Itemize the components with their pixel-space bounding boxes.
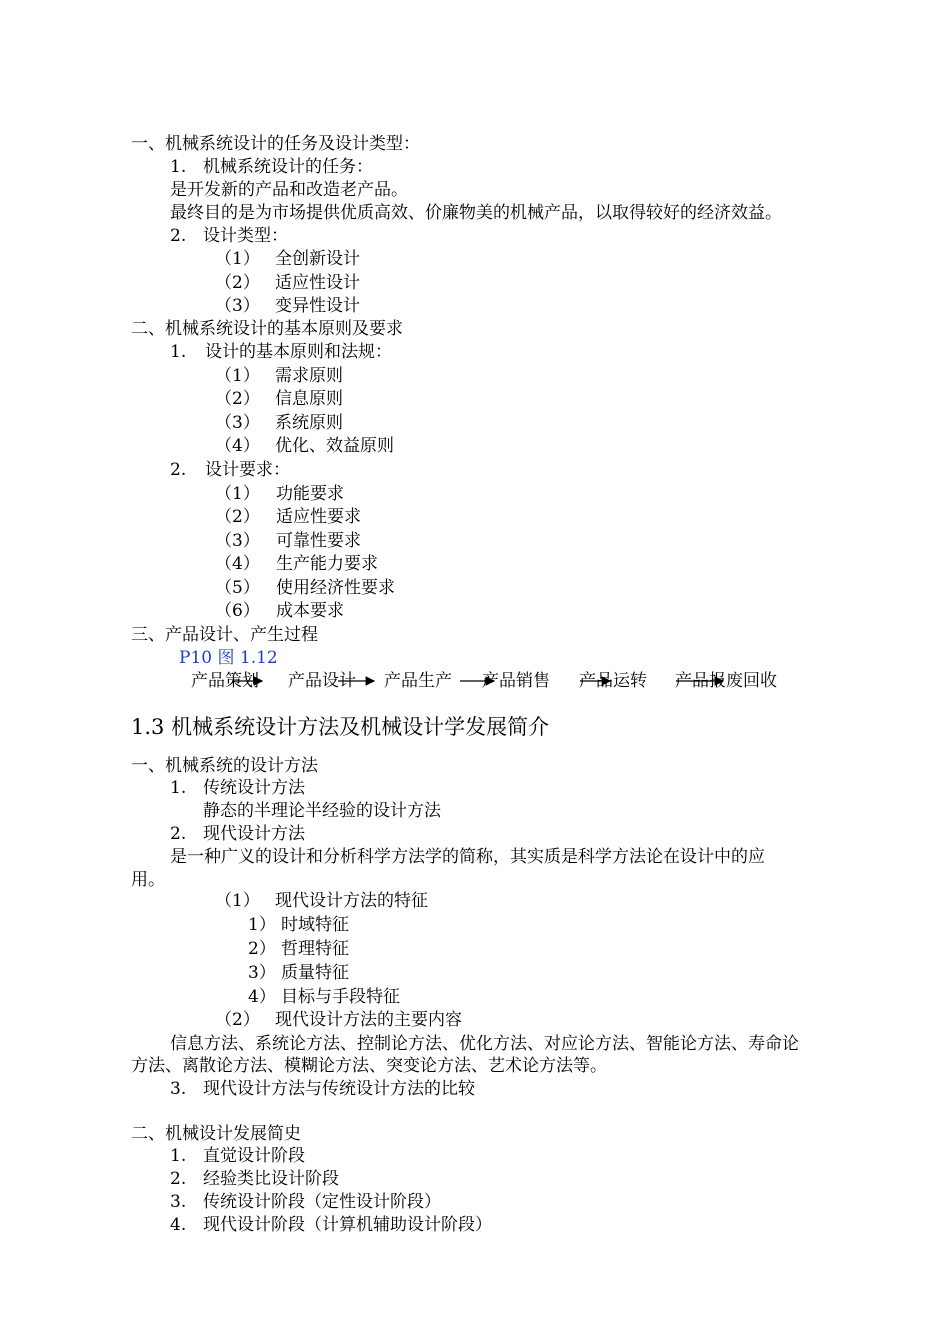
list-item: 经验类比设计阶段 bbox=[203, 1169, 339, 1189]
list-number: （3） bbox=[215, 296, 260, 316]
list-number: （1） bbox=[215, 891, 260, 911]
chapter-title: 1.3 机械系统设计方法及机械设计学发展简介 bbox=[131, 715, 550, 739]
paragraph: 静态的半理论半经验的设计方法 bbox=[203, 801, 441, 821]
list-number: 1. bbox=[170, 157, 187, 177]
list-item: 可靠性要求 bbox=[276, 531, 361, 551]
section-heading-2: 二、机械系统设计的基本原则及要求 bbox=[131, 319, 403, 339]
paragraph: 最终目的是为市场提供优质高效、价廉物美的机械产品，以取得较好的经济效益。 bbox=[170, 203, 782, 223]
list-item: 适应性要求 bbox=[276, 507, 361, 527]
list-number: 1. bbox=[170, 1146, 187, 1166]
list-number: 1） bbox=[248, 915, 276, 935]
list-number: 2） bbox=[248, 939, 276, 959]
flow-step-recycling: 产品报废回收 bbox=[675, 671, 777, 691]
list-number: （4） bbox=[215, 436, 260, 456]
list-number: 4） bbox=[248, 987, 276, 1007]
subheading-content: 现代设计方法的主要内容 bbox=[275, 1010, 462, 1030]
list-item: 时域特征 bbox=[281, 915, 349, 935]
list-item: 现代设计阶段（计算机辅助设计阶段） bbox=[203, 1215, 492, 1235]
list-number: （4） bbox=[215, 554, 260, 574]
list-item: 系统原则 bbox=[275, 413, 343, 433]
list-number: 1. bbox=[170, 778, 187, 798]
list-item: 质量特征 bbox=[281, 963, 349, 983]
section-heading-1: 一、机械系统设计的任务及设计类型： bbox=[131, 134, 420, 154]
list-number: （6） bbox=[215, 601, 260, 621]
paragraph: 是一种广义的设计和分析科学方法学的简称，其实质是科学方法论在设计中的应 bbox=[170, 847, 765, 867]
list-number: （1） bbox=[215, 366, 260, 386]
list-number: 3） bbox=[248, 963, 276, 983]
list-item: 变异性设计 bbox=[275, 296, 360, 316]
list-item: 适应性设计 bbox=[275, 273, 360, 293]
list-item: 生产能力要求 bbox=[276, 554, 378, 574]
list-number: 3. bbox=[170, 1192, 187, 1212]
list-number: （1） bbox=[215, 249, 260, 269]
paragraph: 用。 bbox=[131, 870, 165, 890]
list-number: （2） bbox=[215, 273, 260, 293]
subheading-requirements: 设计要求： bbox=[205, 460, 290, 480]
list-number: （3） bbox=[215, 413, 260, 433]
subheading-features: 现代设计方法的特征 bbox=[275, 891, 428, 911]
list-number: 3. bbox=[170, 1079, 187, 1099]
section-heading-history: 二、机械设计发展简史 bbox=[131, 1124, 301, 1144]
list-number: （2） bbox=[215, 1010, 260, 1030]
flow-step-production: 产品生产 bbox=[384, 671, 452, 691]
list-item: 需求原则 bbox=[275, 366, 343, 386]
subheading-comparison: 现代设计方法与传统设计方法的比较 bbox=[203, 1079, 475, 1099]
list-number: （2） bbox=[215, 507, 260, 527]
list-number: （5） bbox=[215, 578, 260, 598]
list-item: 传统设计阶段（定性设计阶段） bbox=[203, 1192, 441, 1212]
paragraph: 是开发新的产品和改造老产品。 bbox=[170, 180, 408, 200]
subheading-modern: 现代设计方法 bbox=[203, 824, 305, 844]
list-item: 目标与手段特征 bbox=[281, 987, 400, 1007]
list-number: （3） bbox=[215, 531, 260, 551]
flow-step-operation: 产品运转 bbox=[579, 671, 647, 691]
list-number: 2. bbox=[170, 824, 187, 844]
flow-step-planning: 产品策划 bbox=[191, 671, 259, 691]
figure-reference: P10 图 1.12 bbox=[179, 648, 278, 668]
subheading-traditional: 传统设计方法 bbox=[203, 778, 305, 798]
list-item: 哲理特征 bbox=[281, 939, 349, 959]
flow-step-design: 产品设计 bbox=[288, 671, 356, 691]
section-heading-3: 三、产品设计、产生过程 bbox=[131, 625, 318, 645]
subheading-design-task: 机械系统设计的任务： bbox=[203, 157, 373, 177]
list-item: 全创新设计 bbox=[275, 249, 360, 269]
list-number: （1） bbox=[215, 484, 260, 504]
list-number: 2. bbox=[170, 226, 187, 246]
list-number: 2. bbox=[170, 1169, 187, 1189]
list-item: 优化、效益原则 bbox=[275, 436, 394, 456]
list-item: 使用经济性要求 bbox=[276, 578, 395, 598]
subheading-design-types: 设计类型： bbox=[203, 226, 288, 246]
section-heading-methods: 一、机械系统的设计方法 bbox=[131, 756, 318, 776]
flow-step-sales: 产品销售 bbox=[482, 671, 550, 691]
list-number: 4. bbox=[170, 1215, 187, 1235]
list-number: 1. bbox=[170, 342, 187, 362]
list-item: 直觉设计阶段 bbox=[203, 1146, 305, 1166]
list-number: （2） bbox=[215, 389, 260, 409]
subheading-principles: 设计的基本原则和法规： bbox=[205, 342, 392, 362]
list-item: 功能要求 bbox=[276, 484, 344, 504]
paragraph: 方法、离散论方法、模糊论方法、突变论方法、艺术论方法等。 bbox=[131, 1056, 607, 1076]
list-item: 成本要求 bbox=[276, 601, 344, 621]
list-item: 信息原则 bbox=[275, 389, 343, 409]
list-number: 2. bbox=[170, 460, 187, 480]
paragraph: 信息方法、系统论方法、控制论方法、优化方法、对应论方法、智能论方法、寿命论 bbox=[170, 1034, 799, 1054]
